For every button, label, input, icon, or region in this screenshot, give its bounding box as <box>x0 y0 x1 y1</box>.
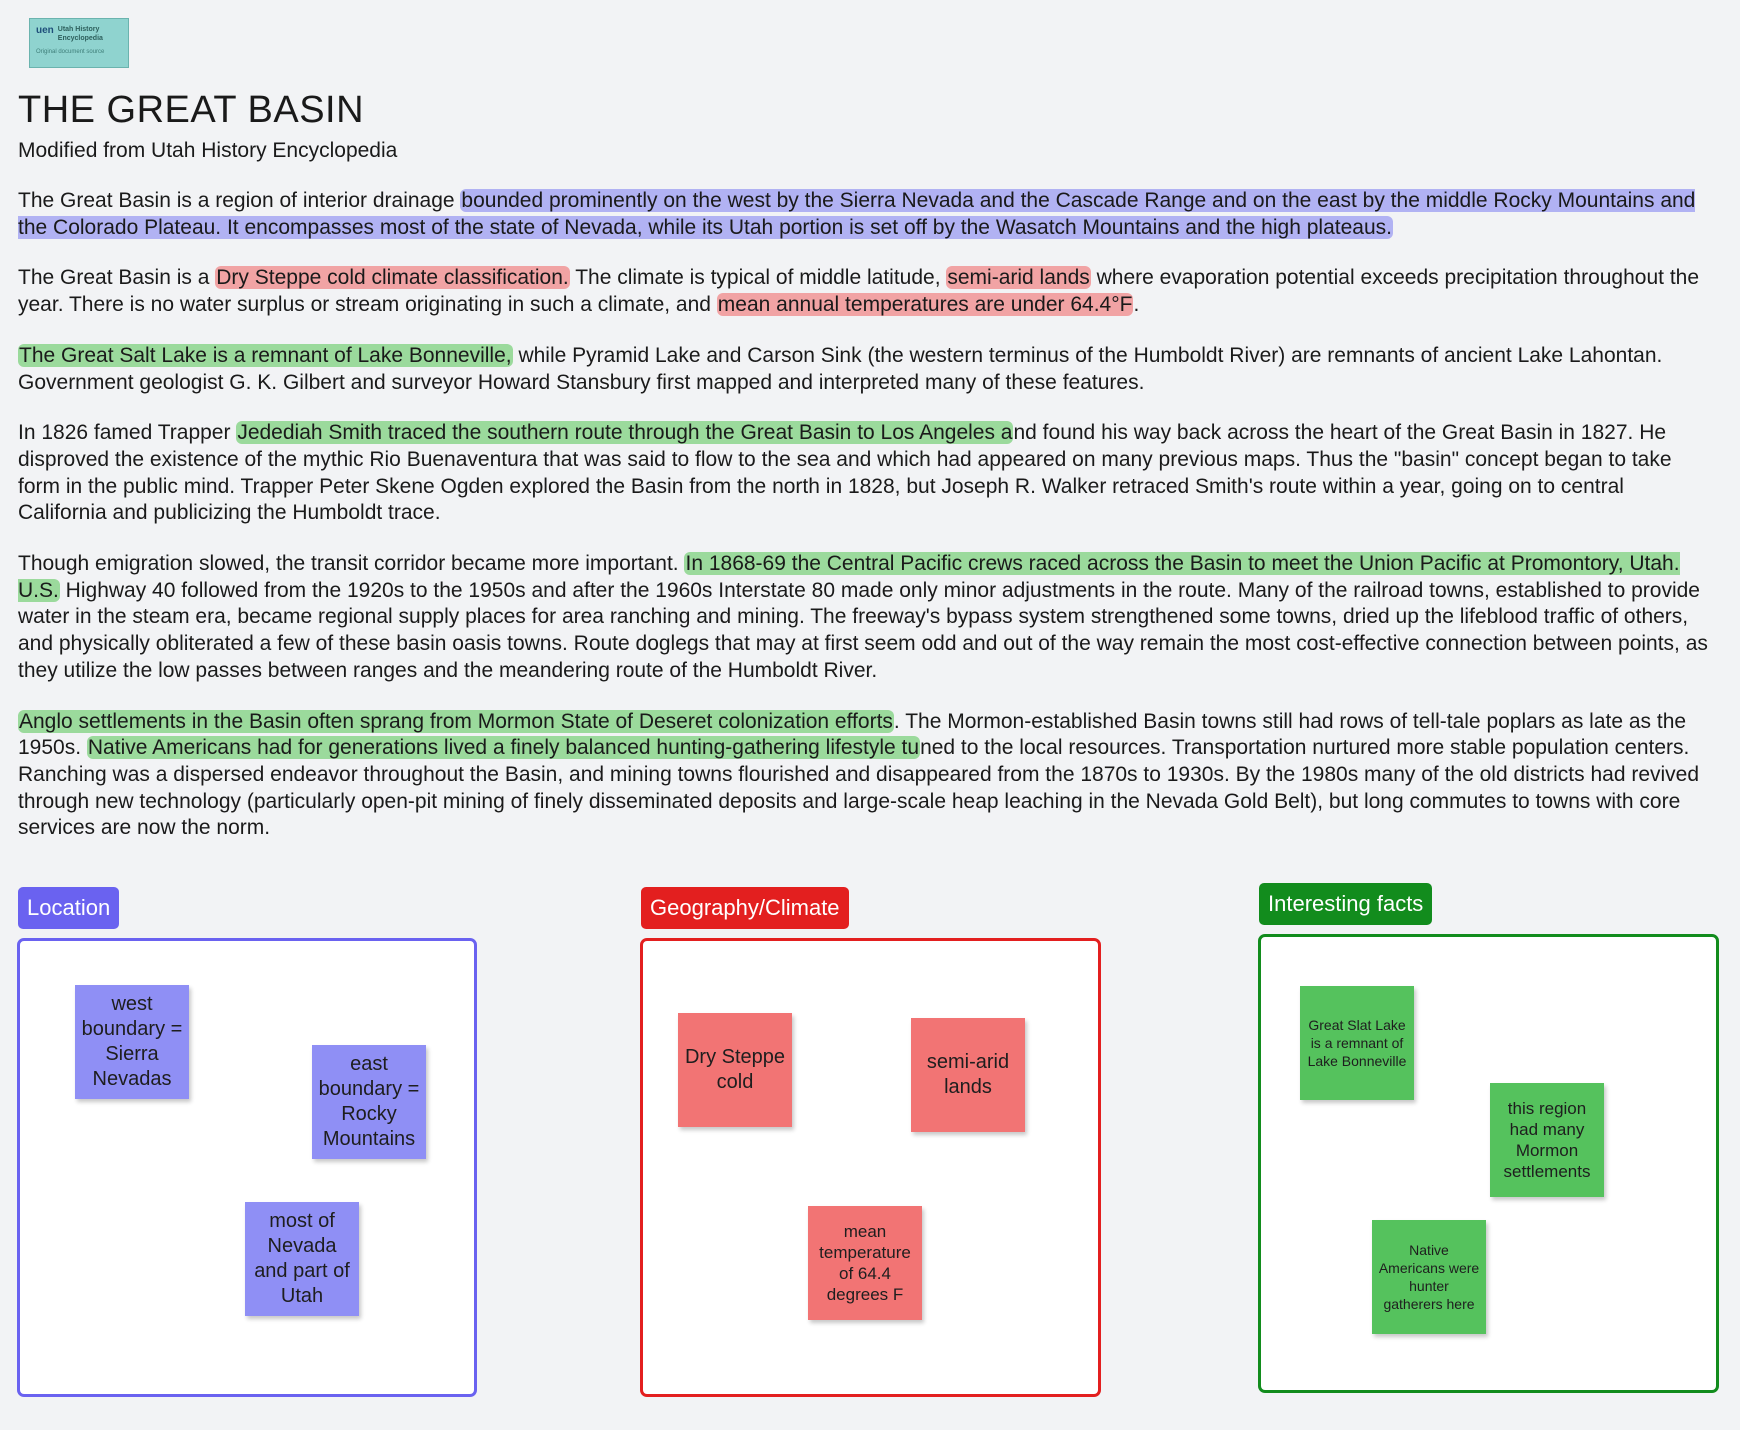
highlight-green[interactable]: Jedediah Smith traced the southern route through the Great Basin to Los Angeles a <box>237 421 1013 445</box>
utah-history-encyclopedia-logo <box>29 18 129 68</box>
text-run: The climate is typical of middle latitude, <box>569 266 947 290</box>
paragraph-5 <box>18 551 1708 685</box>
interesting-facts-label[interactable]: Interesting facts <box>1259 883 1432 925</box>
sticky-note[interactable]: Dry Steppe cold <box>678 1013 792 1127</box>
text-run: nd found his way back across the heart of the Great Basin in 1827. He disproved the existence of the mythic Rio Buenaventura that was said to flow to the sea and which had appeared on many previous maps. Thus the "basin" concept began to take form in the public mind. Trapper Peter Skene Ogden explored the Basin from the north in 1828, but Joseph R. Walker retraced Smith's route within a year, going on to central California and publicizing the Humboldt trace. <box>18 421 1672 525</box>
paragraph-2 <box>18 265 1708 318</box>
logo-line-2: Encyclopedia <box>57 35 103 42</box>
sticky-note[interactable]: east boundary = Rocky Mountains <box>312 1045 426 1159</box>
text-run: The Great Basin is a region of interior drainage <box>18 189 461 212</box>
text-run: Though emigration slowed, the transit corridor became more important. <box>18 552 685 576</box>
logo-line-1: Utah History <box>57 26 100 33</box>
text-run: Highway 40 followed from the 1920s to the 1950s and after the 1960s Interstate 80 made only minor adjustments in the route. Many of the railroad towns, established to provide water in the steam era, became regional supply places for area ranching and mining. The freeway's bypass system strengthened some towns, dried up the lifeblood traffic of others, and physically obliterated a few of these basin oasis towns. Route doglegs that may at first seem odd and out of the way remain the most cost-effective connection between points, as they utilize the low passes between ranges and the meandering route of the Humboldt River. <box>18 578 1708 682</box>
text-run: where evaporation potential exceeds precipitation throughout the year. There is no water surplus or stream originating in such a climate, and <box>18 266 1700 317</box>
sticky-note[interactable]: Great Slat Lake is a remnant of Lake Bonneville <box>1300 986 1414 1100</box>
paragraph-4 <box>18 420 1708 527</box>
location-frame[interactable] <box>17 938 477 1397</box>
highlight-green[interactable]: In 1868-69 the Central Pacific crews raced across the Basin to meet the Union Pacific at Promontory, Utah. U.S. <box>18 552 1680 602</box>
location-label[interactable]: Location <box>18 887 119 929</box>
text-run: ned to the local resources. Transportation nurtured more stable population centers. Ranching was a dispersed endeavor throughout the Basin, and mining towns flourished and disappeared from the 1870s to 1930s. By the 1980s many of the old districts had revived through new technology (particularly open-pit mining of finely disseminated deposits and large-scale heap leaching in the Nevada Gold Belt), but long commutes to towns with core services are now the norm. <box>18 736 1700 840</box>
page-subtitle: Modified from Utah History Encyclopedia <box>18 139 398 162</box>
highlight-red[interactable]: Dry Steppe cold climate classification. <box>216 266 569 290</box>
highlight-green[interactable]: The Great Salt Lake is a remnant of Lake Bonneville, <box>19 343 512 367</box>
paragraph-1 <box>18 188 1708 241</box>
paragraph-3 <box>18 343 1708 396</box>
document-body <box>18 88 1708 842</box>
highlight-red[interactable]: semi-arid lands <box>947 266 1090 290</box>
sticky-note[interactable]: mean temperature of 64.4 degrees F <box>808 1206 922 1320</box>
geography-climate-frame[interactable] <box>640 938 1101 1397</box>
interesting-facts-frame[interactable] <box>1258 934 1719 1393</box>
uen-logo-mark: uen <box>36 25 54 36</box>
sticky-note[interactable]: west boundary = Sierra Nevadas <box>75 985 189 1099</box>
highlight-green[interactable]: Native Americans had for generations lived a finely balanced hunting-gathering lifestyle tu <box>87 736 920 760</box>
highlight-blue[interactable]: bounded prominently on the west by the Sierra Nevada and the Cascade Range and on the east by the middle Rocky Mountains and the Colorado Plateau. It encompasses most of the state of Nevada, while its Utah portion is set off by the Wasatch Mountains and the high plateaus. <box>18 189 1696 239</box>
sticky-note[interactable]: most of Nevada and part of Utah <box>245 1202 359 1316</box>
geography-climate-label[interactable]: Geography/Climate <box>641 887 849 929</box>
sticky-note[interactable]: Native Americans were hunter gatherers here <box>1372 1220 1486 1334</box>
paragraph-6 <box>18 709 1708 843</box>
text-run: In 1826 famed Trapper <box>18 421 237 445</box>
text-run: . The Mormon-established Basin towns still had rows of tell-tale poplars as late as the 1950s. <box>18 709 1687 760</box>
logo-caption: Original document source <box>36 49 105 55</box>
text-run: . <box>1133 293 1140 317</box>
highlight-red[interactable]: mean annual temperatures are under 64.4°F <box>717 293 1133 317</box>
page-title: THE GREAT BASIN <box>18 89 365 131</box>
text-run: while Pyramid Lake and Carson Sink (the western terminus of the Humboldt River) are remnants of ancient Lake Lahontan. Government geologist G. K. Gilbert and surveyor Howard Stansbury first mapped and interpreted many of these features. <box>18 343 1663 394</box>
sticky-note[interactable]: this region had many Mormon settlements <box>1490 1083 1604 1197</box>
sticky-note[interactable]: semi-arid lands <box>911 1018 1025 1132</box>
highlight-green[interactable]: Anglo settlements in the Basin often sprang from Mormon State of Deseret colonization efforts <box>19 709 893 733</box>
text-run: The Great Basin is a <box>18 266 216 290</box>
